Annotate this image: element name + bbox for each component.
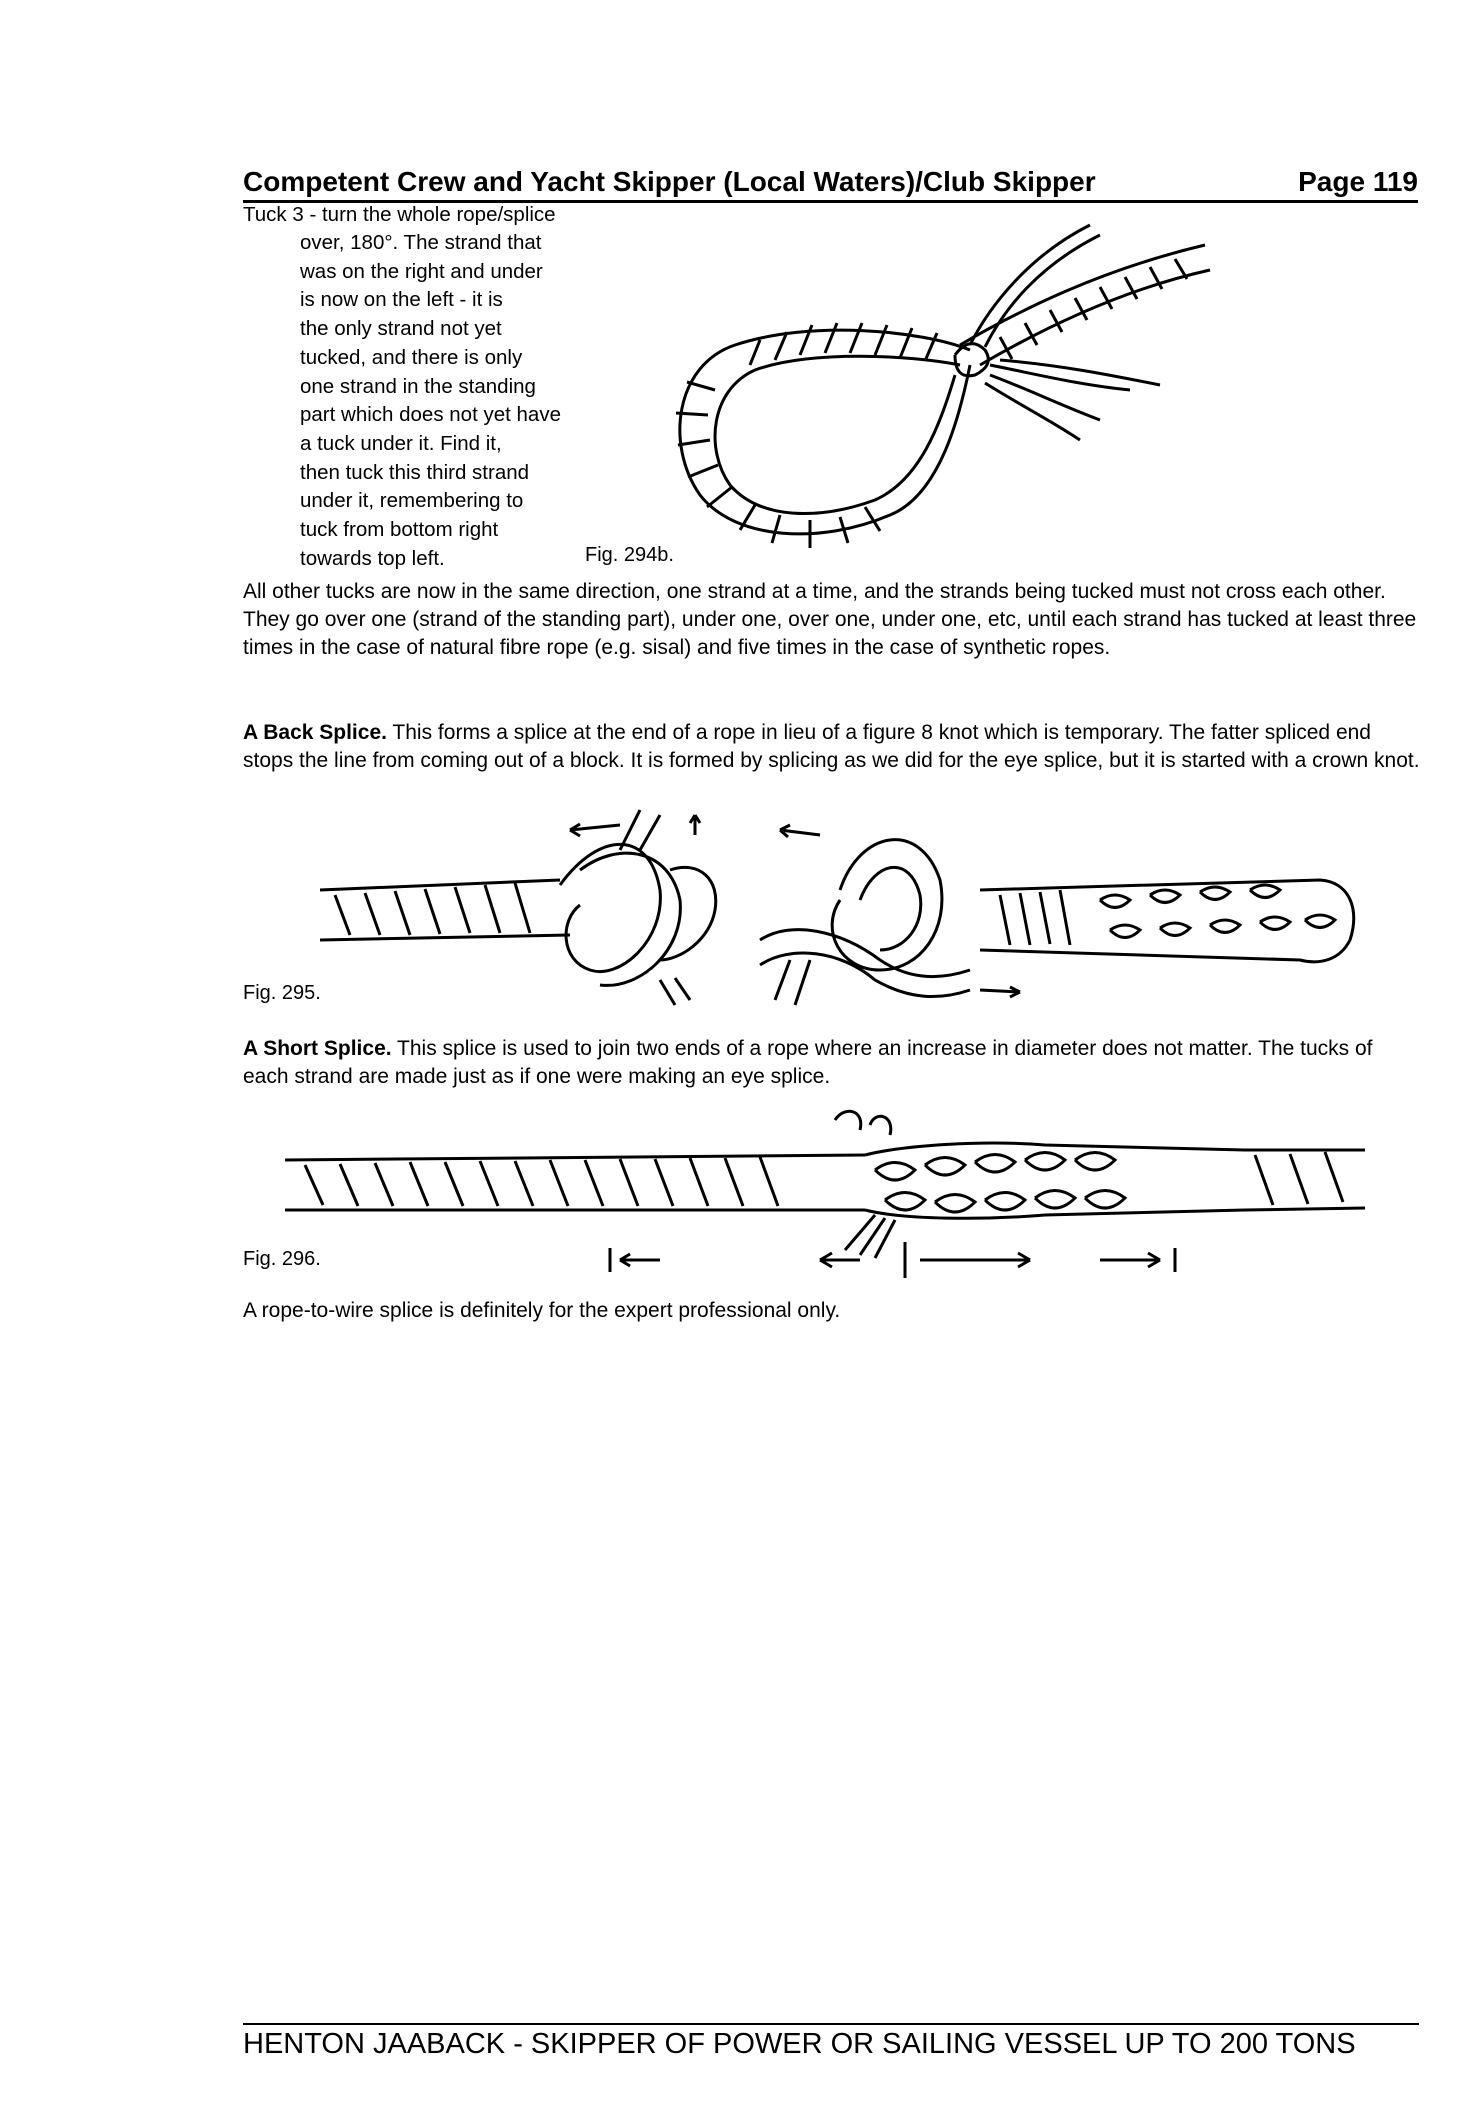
short-splice-heading: A Short Splice. — [243, 1037, 392, 1060]
short-splice-text: This splice is used to join two ends of a rope where an increase in diameter does not matter. The tucks of each strand are made just as if one were making an eye splice. — [243, 1037, 1373, 1088]
back-splice-heading: A Back Splice. — [243, 721, 387, 744]
fig-295-caption: Fig. 295. — [243, 982, 321, 1004]
tuck3-line: tuck from bottom right — [300, 518, 499, 542]
short-splice-paragraph — [243, 1035, 1423, 1091]
tuck3-line: tucked, and there is only — [300, 345, 523, 369]
tuck3-line: was on the right and under — [300, 259, 543, 283]
tuck3-line: the only strand not yet — [300, 317, 502, 341]
page-footer: HENTON JAABACK - SKIPPER OF POWER OR SAILING VESSEL UP TO 200 TONS — [243, 2028, 1356, 2060]
tuck3-line: over, 180°. The strand that — [300, 231, 542, 254]
short-splice-figure — [285, 1110, 1385, 1260]
tucks-paragraph: All other tucks are now in the same direction, one strand at a time, and the strands being tucked must not cross each other. They go over one (strand of the standing part), under one, over one, under one, etc, until each strand has tucked at least three times in the case of natural fibre rope (e.g. sisal) and five times in the case of synthetic ropes. — [243, 580, 1417, 659]
short-splice-dimension-arrows — [600, 1240, 1200, 1280]
tuck3-line: towards top left. — [300, 546, 445, 570]
tuck3-line: one strand in the standing — [300, 374, 536, 398]
tuck3-line: then tuck this third strand — [300, 460, 530, 484]
fig-296-caption: Fig. 296. — [243, 1248, 321, 1270]
eye-splice-figure — [660, 215, 1220, 560]
rope-to-wire-note: A rope-to-wire splice is definitely for the expert professional only. — [243, 1299, 841, 1322]
tuck3-lead: Tuck 3 - turn the whole rope/splice — [243, 203, 556, 226]
tuck3-line: part which does not yet have — [300, 403, 561, 427]
page-title: Competent Crew and Yacht Skipper (Local Waters)/Club Skipper — [243, 166, 1096, 197]
page-header — [243, 160, 1418, 203]
footer-rule — [243, 2023, 1419, 2025]
tuck3-line: under it, remembering to — [300, 489, 524, 513]
fig-294b-caption: Fig. 294b. — [585, 544, 674, 566]
back-splice-paragraph — [243, 719, 1423, 775]
tuck3-body — [300, 229, 640, 573]
back-splice-figure — [320, 810, 1380, 1010]
back-splice-text: This forms a splice at the end of a rope in lieu of a figure 8 knot which is temporary. The fatter spliced end stops the line from coming out of a block. It is formed by splicing as we did for the eye splice, but it is started with a crown knot. — [243, 721, 1420, 772]
page-number: Page 119 — [1298, 166, 1418, 197]
tuck3-line: a tuck under it. Find it, — [300, 431, 502, 455]
tuck3-line: is now on the left - it is — [300, 288, 503, 312]
